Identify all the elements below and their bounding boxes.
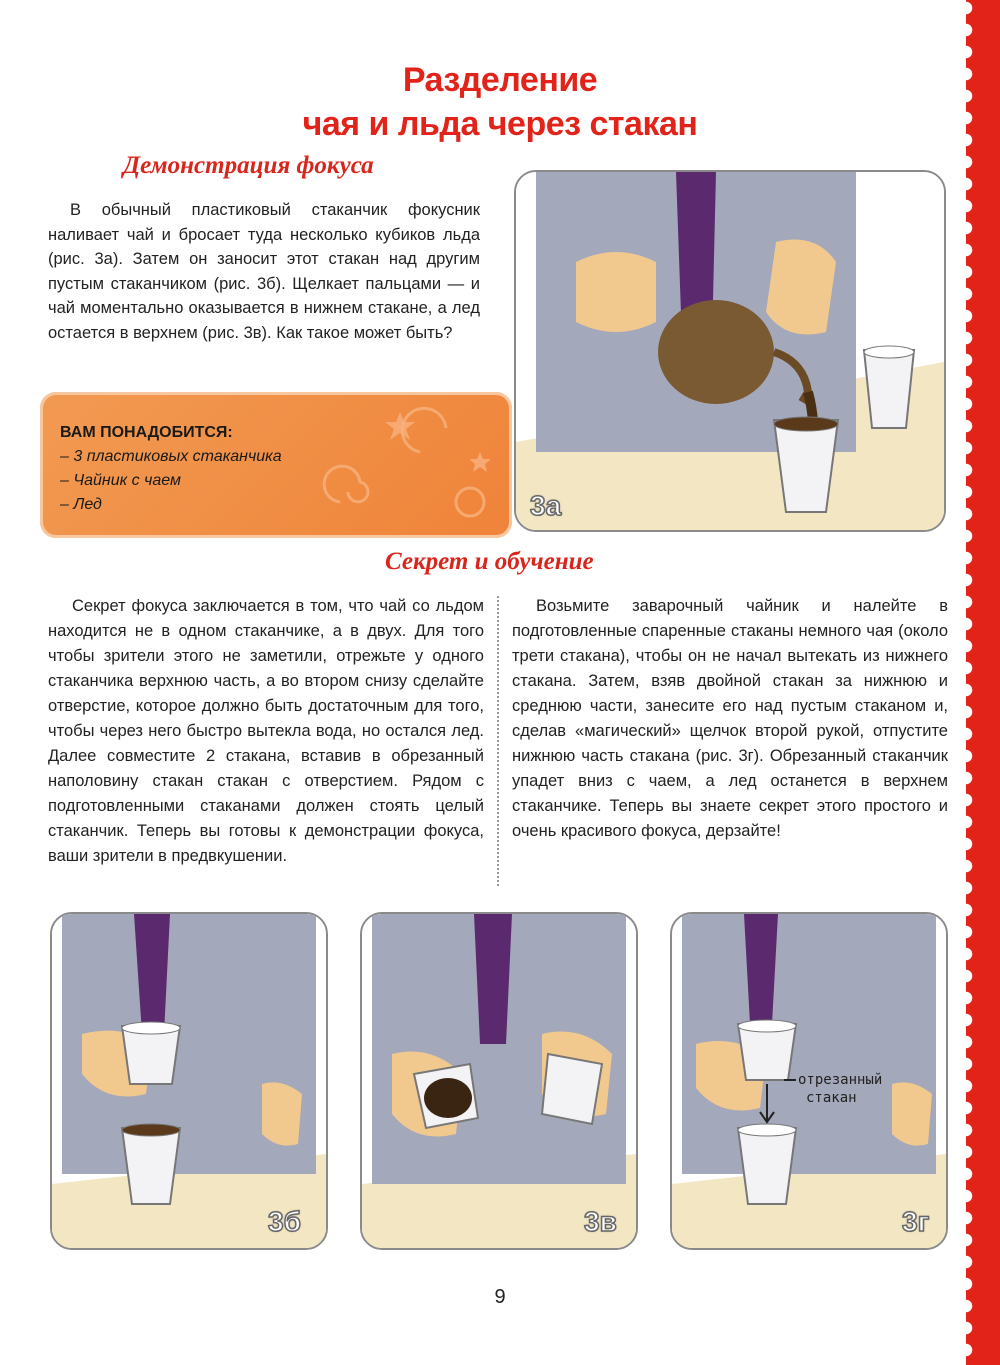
figure-3a-illustration: [516, 172, 944, 530]
figure-3a-label: 3а: [530, 490, 562, 521]
column-divider: [497, 596, 499, 886]
secret-heading: Секрет и обучение: [385, 548, 594, 575]
figure-3d-annotation-line-2: стакан: [806, 1090, 857, 1106]
needs-item-ice: – Лед: [60, 496, 102, 513]
secret-column-left: Секрет фокуса заключается в том, что чай со льдом находится не в одном стаканчике, а в двух. Для того чтобы зрители этого не заметили, отрежьте у одного стаканчика верхнюю часть, а во втором снизу сделайте отверстие, которое должно быть достаточным для того, чтобы через него быстро вытекла вода, но остался лед. Далее совместите 2 стакана, вставив в обрезанный наполовину стакан стакан с отверстием. Рядом с подготовленными стаканами должен стоять целый стаканчик. Теперь вы готовы к демонстрации фокуса, ваши зрители в предвкушении.: [48, 597, 484, 865]
page-edge-perforation: [958, 0, 974, 1365]
figure-3a: [514, 170, 946, 532]
needs-box: [40, 392, 512, 538]
title-line-1: Разделение: [402, 61, 598, 99]
figure-3c-label: 3в: [584, 1206, 617, 1237]
needs-item-teapot: – Чайник с чаем: [60, 472, 181, 489]
figure-3b-label: 3б: [268, 1206, 301, 1237]
page-title: [250, 58, 750, 146]
figure-3d-annotation-line-1: отрезанный: [798, 1072, 883, 1088]
figure-3c: [360, 912, 638, 1250]
title-line-2: чая и льда через стакан: [302, 105, 698, 143]
needs-item-cups: – 3 пластиковых стаканчика: [60, 448, 282, 465]
figure-3d: [670, 912, 948, 1250]
secret-column-right: Возьмите заварочный чайник и налейте в подготовленные спаренные стаканы немного чая (около трети стакана), чтобы он не начал вытекать из нижнего стакана. Затем, взяв двойной стакан за нижнюю и среднюю части, занесите его над пустым стаканом и, сделав «магический» щелчок второй рукой, отпустите нижнюю часть стакана (рис. 3г). Обрезанный стаканчик упадет вниз с чаем, а лед останется в верхнем стаканчике. Теперь вы знаете секрет этого простого и очень красивого фокуса, дерзайте!: [512, 597, 948, 840]
needs-heading: ВАМ ПОНАДОБИТСЯ:: [60, 424, 233, 441]
figure-3b: [50, 912, 328, 1250]
demo-text: В обычный пластиковый стаканчик фокусник наливает чай и бросает туда несколько кубиков льда (рис. 3а). Затем он заносит этот стакан над другим пустым стаканчиком (рис. 3б). Щелкает пальцами — и чай моментально оказывается в нижнем стакане, а лед остается в верхнем (рис. 3в). Как такое может быть?: [48, 201, 480, 342]
page-number: 9: [494, 1286, 506, 1308]
demo-heading: Демонстрация фокуса: [123, 152, 374, 179]
figure-3d-label: 3г: [902, 1206, 930, 1237]
figure-3b-illustration: [52, 914, 326, 1248]
figure-3c-illustration: [362, 914, 636, 1248]
